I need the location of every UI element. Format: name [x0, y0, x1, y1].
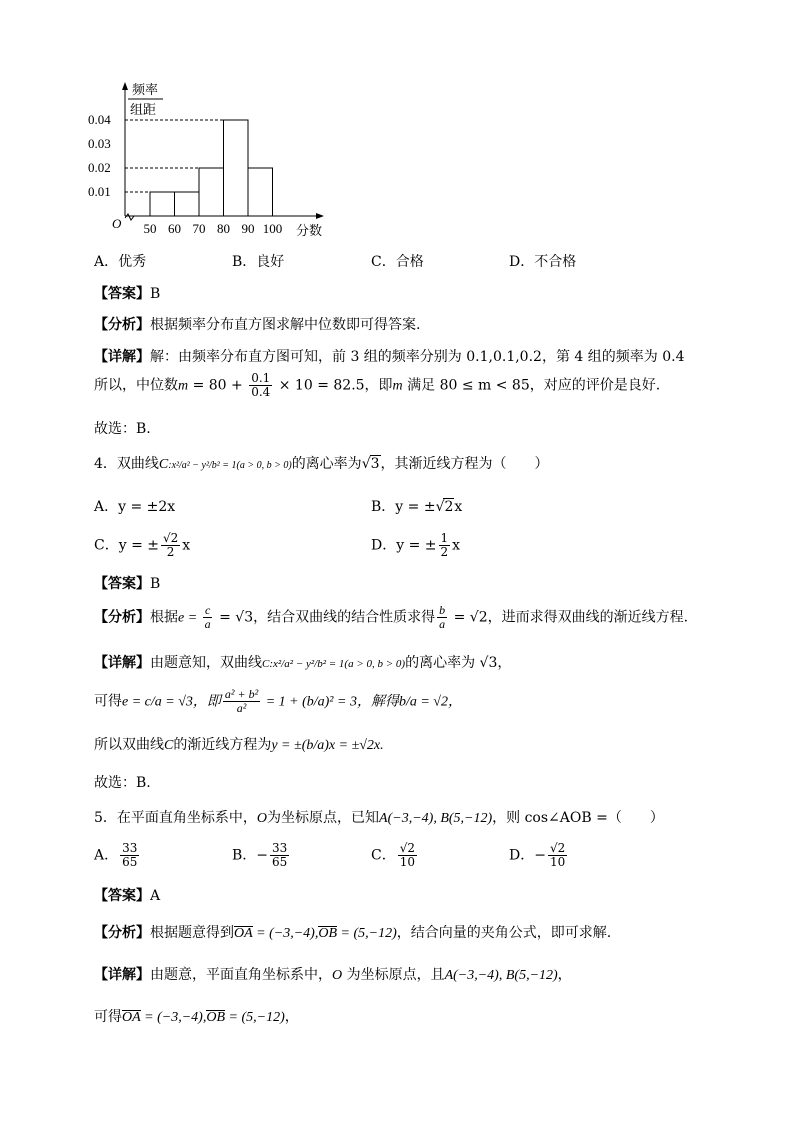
math-eq: = (−3,−4), — [140, 1010, 207, 1025]
q5-option-c — [371, 842, 419, 869]
q4-analysis — [94, 604, 688, 631]
analysis-text: ，进而求得双曲线的渐近线方程. — [487, 609, 689, 626]
x-axis-arrow — [316, 213, 324, 219]
option-text: x — [454, 499, 463, 515]
hyperbola-equation: :x²/a² − y²/b² = 1(a > 0, b > 0) — [168, 460, 292, 471]
math-eq: = (5,−12) — [225, 1010, 285, 1025]
denominator: 10 — [399, 855, 415, 870]
x-tick-label: 90 — [241, 221, 255, 236]
fraction — [437, 604, 447, 631]
math-eq: × 10 = 82.5 — [274, 377, 365, 394]
numerator: √2 — [162, 531, 179, 545]
analysis-text: ，结合双曲线的结合性质求得 — [253, 609, 436, 626]
stem-text: ，其渐近线方程为（ ） — [380, 456, 549, 472]
math-eq: y = ±(b/a)x = ±√2x. — [271, 738, 384, 753]
q4-option-a: A．y = ±2x — [94, 499, 176, 515]
math-points: A(−3,−4), B(5,−12) — [379, 811, 493, 826]
analysis-text: 根据频率分布直方图求解中位数即可得答案. — [150, 317, 421, 333]
math-eq: = (5,−12) — [337, 926, 397, 941]
detail-text: ， — [557, 967, 572, 983]
fraction — [439, 532, 451, 559]
q4-answer — [94, 573, 160, 593]
answer-value: B — [150, 286, 161, 302]
q3-analysis — [94, 314, 420, 334]
x-axis-label: 分数 — [296, 223, 323, 238]
math-eq: = √2 — [449, 609, 488, 626]
denominator: a — [204, 617, 211, 632]
fraction — [223, 688, 260, 715]
y-axis-arrow — [122, 82, 128, 90]
sqrt-value: 2 — [444, 499, 454, 515]
detail-text: 由题意，平面直角坐标系中， — [150, 967, 332, 983]
x-tick-label: 80 — [217, 221, 230, 236]
numerator: √2 — [549, 841, 566, 855]
numerator: 1 — [440, 531, 449, 545]
math-points: A(−3,−4), B(5,−12) — [444, 968, 558, 983]
frequency-histogram — [88, 78, 338, 243]
ylabel-bottom: 组距 — [130, 102, 157, 117]
q4-option-c — [94, 532, 190, 559]
histogram-bar — [224, 120, 249, 216]
analysis-tag: 【分析】 — [94, 317, 150, 333]
answer-tag: 【答案】 — [94, 286, 150, 302]
analysis-tag: 【分析】 — [94, 609, 150, 626]
fraction — [249, 372, 272, 399]
option-text: B．− — [232, 847, 269, 864]
q5-option-b — [232, 842, 291, 869]
numerator: 0.1 — [251, 371, 271, 385]
detail-text: 的离心率为 √3， — [405, 655, 512, 671]
stem-text: ，则 cos∠AOB =（ ） — [492, 810, 664, 826]
fraction — [270, 842, 289, 869]
answer-tag: 【答案】 — [94, 888, 150, 904]
q3-detail-line-2 — [94, 372, 660, 399]
denominator: 2 — [440, 545, 449, 560]
y-tick-label: 0.04 — [88, 112, 111, 127]
denominator: 0.4 — [251, 385, 271, 400]
numerator: c — [205, 603, 211, 617]
option-text: A． — [94, 847, 119, 864]
math-c: C — [158, 457, 169, 472]
option-text: B．y = ± — [371, 499, 436, 515]
q5-detail-line-2 — [94, 1006, 299, 1026]
ylabel-top: 频率 — [132, 82, 159, 97]
analysis-tag: 【分析】 — [94, 925, 150, 941]
numerator: a² + b² — [224, 687, 259, 701]
option-text: D．− — [509, 847, 546, 864]
q3-option-b: B．良好 — [232, 254, 285, 270]
q3-option-a: A．优秀 — [94, 254, 147, 270]
q5-detail-line-1 — [94, 964, 572, 984]
detail-tag: 【详解】 — [94, 655, 150, 671]
vector-ob: OB — [318, 926, 338, 941]
stem-text: 为坐标原点，已知 — [267, 810, 380, 826]
math-eq: = √3 — [214, 609, 254, 626]
denominator: 2 — [166, 545, 175, 560]
fraction — [120, 842, 139, 869]
q3-option-d: D．不合格 — [509, 254, 577, 270]
fraction — [398, 842, 417, 869]
analysis-text: ，结合向量的夹角公式，即可求解. — [396, 925, 612, 941]
denominator: 65 — [272, 855, 288, 870]
q3-detail-line-1 — [94, 346, 684, 366]
histogram-bar — [175, 192, 200, 216]
math-o: O — [256, 811, 268, 826]
fraction — [161, 532, 180, 559]
detail-text: 所以双曲线 — [94, 737, 164, 753]
histogram-bar — [199, 168, 224, 216]
q4-detail-line-1 — [94, 652, 511, 672]
detail-text: 满足 80 ≤ m < 85，对应的评价是良好. — [402, 377, 661, 394]
histogram-bar — [150, 192, 175, 216]
answer-tag: 【答案】 — [94, 576, 150, 592]
analysis-text: 根据题意得到 — [150, 925, 234, 941]
detail-text: 为坐标原点，且 — [342, 967, 445, 983]
denominator: 65 — [122, 855, 138, 870]
stem-text: 5．在平面直角坐标系中， — [94, 810, 257, 826]
answer-value: A — [150, 888, 161, 904]
x-tick-label: 100 — [262, 221, 283, 236]
math-eq: = (−3,−4), — [252, 926, 319, 941]
y-tick-label: 0.01 — [88, 184, 111, 199]
q4-choose: 故选：B. — [94, 775, 151, 791]
x-tick-label: 70 — [192, 221, 206, 236]
option-text: C．y = ± — [94, 537, 159, 554]
math-eq: = 80 + — [188, 377, 248, 394]
option-text: x — [182, 537, 191, 554]
detail-text: ， — [284, 1009, 299, 1025]
q3-option-c: C．合格 — [371, 254, 424, 270]
vector-oa: OA — [122, 1010, 141, 1025]
x-tick-label: 60 — [168, 221, 181, 236]
detail-text: 的渐近线方程为 — [173, 737, 272, 753]
origin-label: O — [112, 216, 122, 231]
vector-ob: OB — [206, 1010, 226, 1025]
math-m: m — [392, 378, 403, 394]
math-eq: b/a = √2， — [398, 694, 462, 710]
detail-text: ，即 — [364, 377, 393, 394]
math-m: m — [178, 378, 189, 394]
numerator: √2 — [399, 841, 415, 855]
y-tick-label: 0.02 — [88, 160, 111, 175]
stem-text: 的离心率为 — [291, 456, 362, 472]
q4-option-d — [371, 532, 460, 559]
option-text: x — [452, 537, 461, 554]
math-eq: = 1 + (b/a)² = 3，解得 — [262, 694, 399, 710]
stem-text: 4．双曲线 — [94, 456, 159, 472]
detail-text: 可得 — [94, 693, 122, 710]
detail-text: 所以，中位数 — [94, 377, 178, 394]
answer-value: B — [150, 576, 161, 592]
q4-detail-line-3 — [94, 734, 384, 754]
denominator: a² — [236, 701, 247, 716]
q3-choose: 故选：B. — [94, 421, 151, 437]
detail-text: 由题意知，双曲线 — [150, 655, 262, 671]
numerator: 33 — [272, 841, 288, 855]
numerator: 33 — [122, 841, 138, 855]
q5-answer — [94, 885, 160, 905]
denominator: a — [439, 617, 446, 632]
hyperbola-equation: C:x²/a² − y²/b² = 1(a > 0, b > 0) — [262, 658, 406, 670]
math-o: O — [332, 968, 343, 983]
q3-answer — [94, 283, 160, 303]
q5-analysis — [94, 922, 611, 942]
math-e: e = — [178, 610, 201, 626]
q4-detail-line-2 — [94, 688, 462, 715]
x-tick-label: 50 — [143, 221, 157, 236]
fraction — [203, 604, 213, 631]
math-c: C — [164, 738, 174, 753]
fraction — [548, 842, 567, 869]
sqrt-value: 3 — [370, 456, 380, 472]
option-text: D．y = ± — [371, 537, 437, 554]
axis-break — [125, 214, 134, 220]
q5-stem — [94, 807, 664, 827]
histogram-bar — [248, 168, 273, 216]
q4-stem: 4．双曲线C:x²/a² − y²/b² = 1(a > 0, b > 0)的离心率为√3，其渐近线方程为（ ） — [94, 456, 549, 472]
detail-tag: 【详解】 — [94, 967, 150, 983]
q5-option-d — [509, 842, 569, 869]
q4-option-b: B．y = ±√2x — [371, 499, 463, 515]
math-eq: e = c/a = √3，即 — [122, 694, 221, 710]
detail-text: 可得 — [94, 1009, 122, 1025]
detail-text: 解：由频率分布直方图可知，前 3 组的频率分别为 0.1,0.1,0.2，第 4 组的频率为 0.4 — [150, 349, 685, 365]
detail-tag: 【详解】 — [94, 349, 150, 365]
denominator: 10 — [549, 855, 566, 870]
analysis-text: 根据 — [150, 609, 178, 626]
numerator: b — [439, 603, 446, 617]
option-text: C． — [371, 847, 396, 864]
q5-option-a — [94, 842, 141, 869]
y-tick-label: 0.03 — [88, 136, 111, 151]
vector-oa: OA — [234, 926, 253, 941]
